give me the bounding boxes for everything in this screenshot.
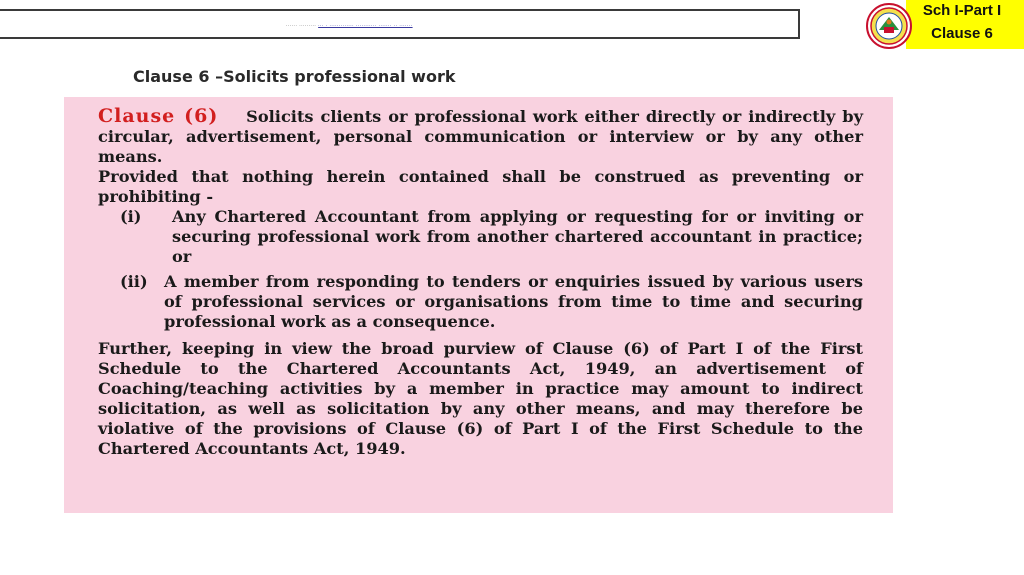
header-bar-prefix: ...... ......... (286, 22, 317, 28)
clause-heading-paragraph (98, 106, 863, 167)
institute-seal-icon (866, 3, 912, 49)
list-item (120, 207, 863, 267)
clause-number-label: Clause (6) (98, 105, 219, 127)
clause-further-paragraph: Further, keeping in view the broad purview of Clause (6) of Part I of the First Schedule to the Chartered Accountants Act, 1949, an advertisement of Coaching/teaching activities by a member in practice may amount to indirect solicitation, as well as solicitation by any other means, and may therefore be violative of the provisions of Clause (6) of Part I of the First Schedule to the Chartered Accountants Act, 1949. (98, 339, 863, 458)
clause-heading: Solicits clients or professional work either directly or indirectly by circular, advertisement, personal communication or interview or by any other means. (98, 107, 863, 166)
badge-clause-label: Clause 6 (931, 25, 993, 42)
header-bar-link[interactable]: ... . ............. ........... ....... .. ....... (318, 22, 413, 28)
clause-text-panel (64, 97, 893, 513)
badge-schedule-label: Sch I-Part I (922, 2, 1002, 19)
header-bar-text (286, 22, 413, 28)
page-title: Clause 6 –Solicits professional work (133, 67, 456, 86)
header-bar (0, 9, 800, 39)
list-item-text: Any Chartered Accountant from applying or requesting for or inviting or securing professional work from another chartered accountant in practice; or (172, 207, 863, 266)
list-item-text: A member from responding to tenders or enquiries issued by various users of professional services or organisations from time to time and securing professional work as a consequence. (164, 272, 863, 331)
list-item (120, 272, 863, 332)
clause-proviso: Provided that nothing herein contained shall be construed as preventing or prohibiting - (98, 167, 863, 206)
list-item-number: (ii) (120, 272, 148, 291)
list-item-number: (i) (120, 207, 142, 226)
